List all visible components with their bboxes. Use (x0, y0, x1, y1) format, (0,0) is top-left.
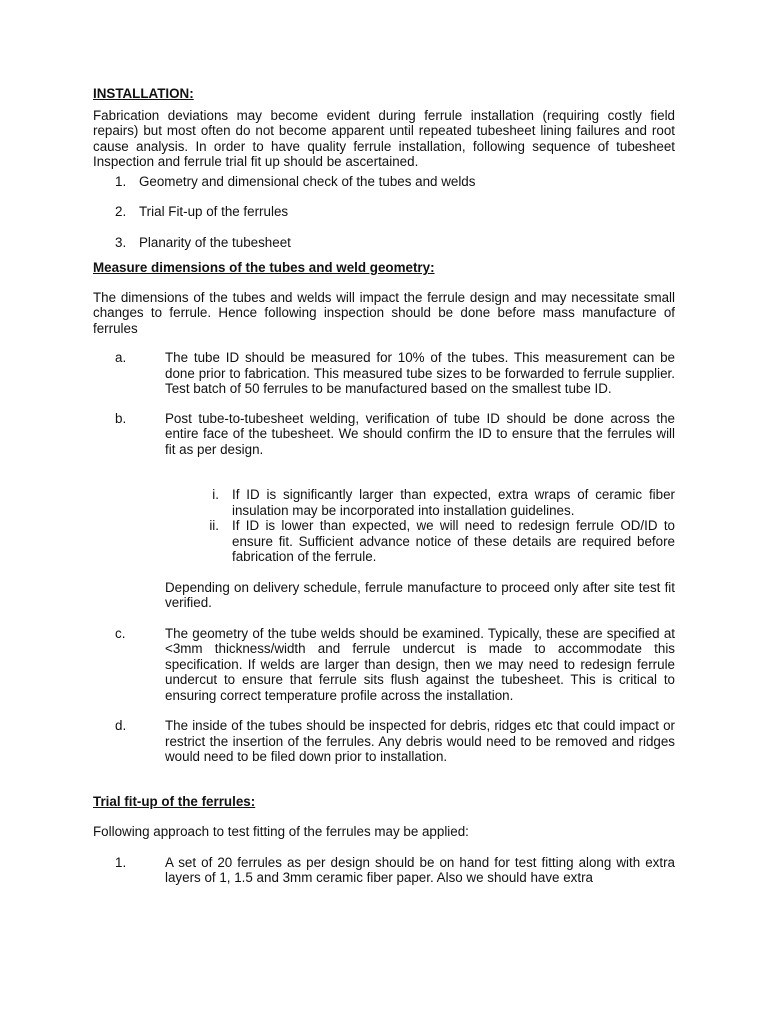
step-number: 1. (115, 173, 127, 189)
item-text: A set of 20 ferrules as per design should be on hand for test fitting along with extra layers of 1, 1.5 and 3mm ceramic fiber paper. Also we should have extra (165, 854, 675, 885)
item-marker: c. (115, 625, 126, 641)
measure-heading: Measure dimensions of the tubes and weld geometry: (93, 260, 435, 275)
measure-intro: The dimensions of the tubes and welds will impact the ferrule design and may necessitate small changes to ferrule. Hence following inspection should be done before mass manufacture of ferrules (93, 289, 675, 336)
sub-item-marker: i. (212, 487, 219, 502)
list-item (93, 174, 675, 190)
item-marker: d. (115, 718, 127, 733)
installation-intro: Fabrication deviations may become evident during ferrule installation (requiring costly field repairs) but most often do not become apparent until repeated tubesheet lining failures and root cause analysis. In order to have quality ferrule installation, following sequence of tubesheet Inspection and ferrule trial fit up should be ascertained. (93, 107, 675, 169)
list-item (93, 718, 675, 765)
installation-heading: INSTALLATION: (93, 86, 194, 101)
item-text: The tube ID should be measured for 10% of the tubes. This measurement can be done prior to fabrication. This measured tube sizes to be forwarded to ferrule supplier. Test batch of 50 ferrules to be manufactured based on the smallest tube ID. (165, 350, 675, 396)
item-marker: b. (115, 410, 127, 426)
item-marker: a. (115, 350, 127, 365)
delivery-note: Depending on delivery schedule, ferrule manufacture to proceed only after site test fit verified. (165, 579, 675, 610)
trial-heading: Trial fit-up of the ferrules: (93, 793, 256, 809)
step-number: 3. (115, 234, 127, 250)
trial-items (93, 855, 675, 886)
measure-items (93, 350, 675, 457)
installation-steps (93, 174, 675, 251)
item-text: Post tube-to-tubesheet welding, verification of tube ID should be done across the entire face of the tubesheet. We should confirm the ID to ensure that the ferrules will fit as per design. (165, 410, 675, 457)
list-item (93, 855, 675, 886)
item-marker: 1. (115, 854, 127, 870)
list-item (93, 350, 675, 397)
step-text: Planarity of the tubesheet (139, 234, 291, 250)
step-number: 2. (115, 204, 127, 219)
list-item (93, 518, 675, 565)
list-item (93, 626, 675, 704)
sub-item-marker: ii. (209, 518, 219, 533)
list-item (93, 487, 675, 518)
sub-item-text: If ID is lower than expected, we will need to redesign ferrule OD/ID to ensure fit. Sufficient advance notice of these details are required before fabrication of the ferrule. (232, 518, 675, 564)
step-text: Geometry and dimensional check of the tubes and welds (139, 173, 476, 189)
measure-items-continued (93, 626, 675, 765)
list-item (93, 235, 675, 251)
list-item (93, 204, 675, 220)
sub-items (93, 487, 675, 565)
item-text: The inside of the tubes should be inspected for debris, ridges etc that could impact or restrict the insertion of the ferrules. Any debris would need to be removed and ridges would need to be filed down prior to installation. (165, 718, 675, 764)
trial-intro: Following approach to test fitting of the ferrules may be applied: (93, 824, 469, 839)
step-text: Trial Fit-up of the ferrules (139, 204, 289, 219)
list-item (93, 411, 675, 458)
sub-item-text: If ID is significantly larger than expected, extra wraps of ceramic fiber insulation may be incorporated into installation guidelines. (232, 487, 675, 518)
document-page (93, 86, 675, 886)
item-text: The geometry of the tube welds should be examined. Typically, these are specified at <3mm thickness/width and ferrule undercut is made to accommodate this specification. If welds are larger than design, then we may need to redesign ferrule undercut to ensure that ferrule sits flush against the tubesheet. This is critical to ensuring correct temperature profile across the installation. (165, 625, 675, 703)
